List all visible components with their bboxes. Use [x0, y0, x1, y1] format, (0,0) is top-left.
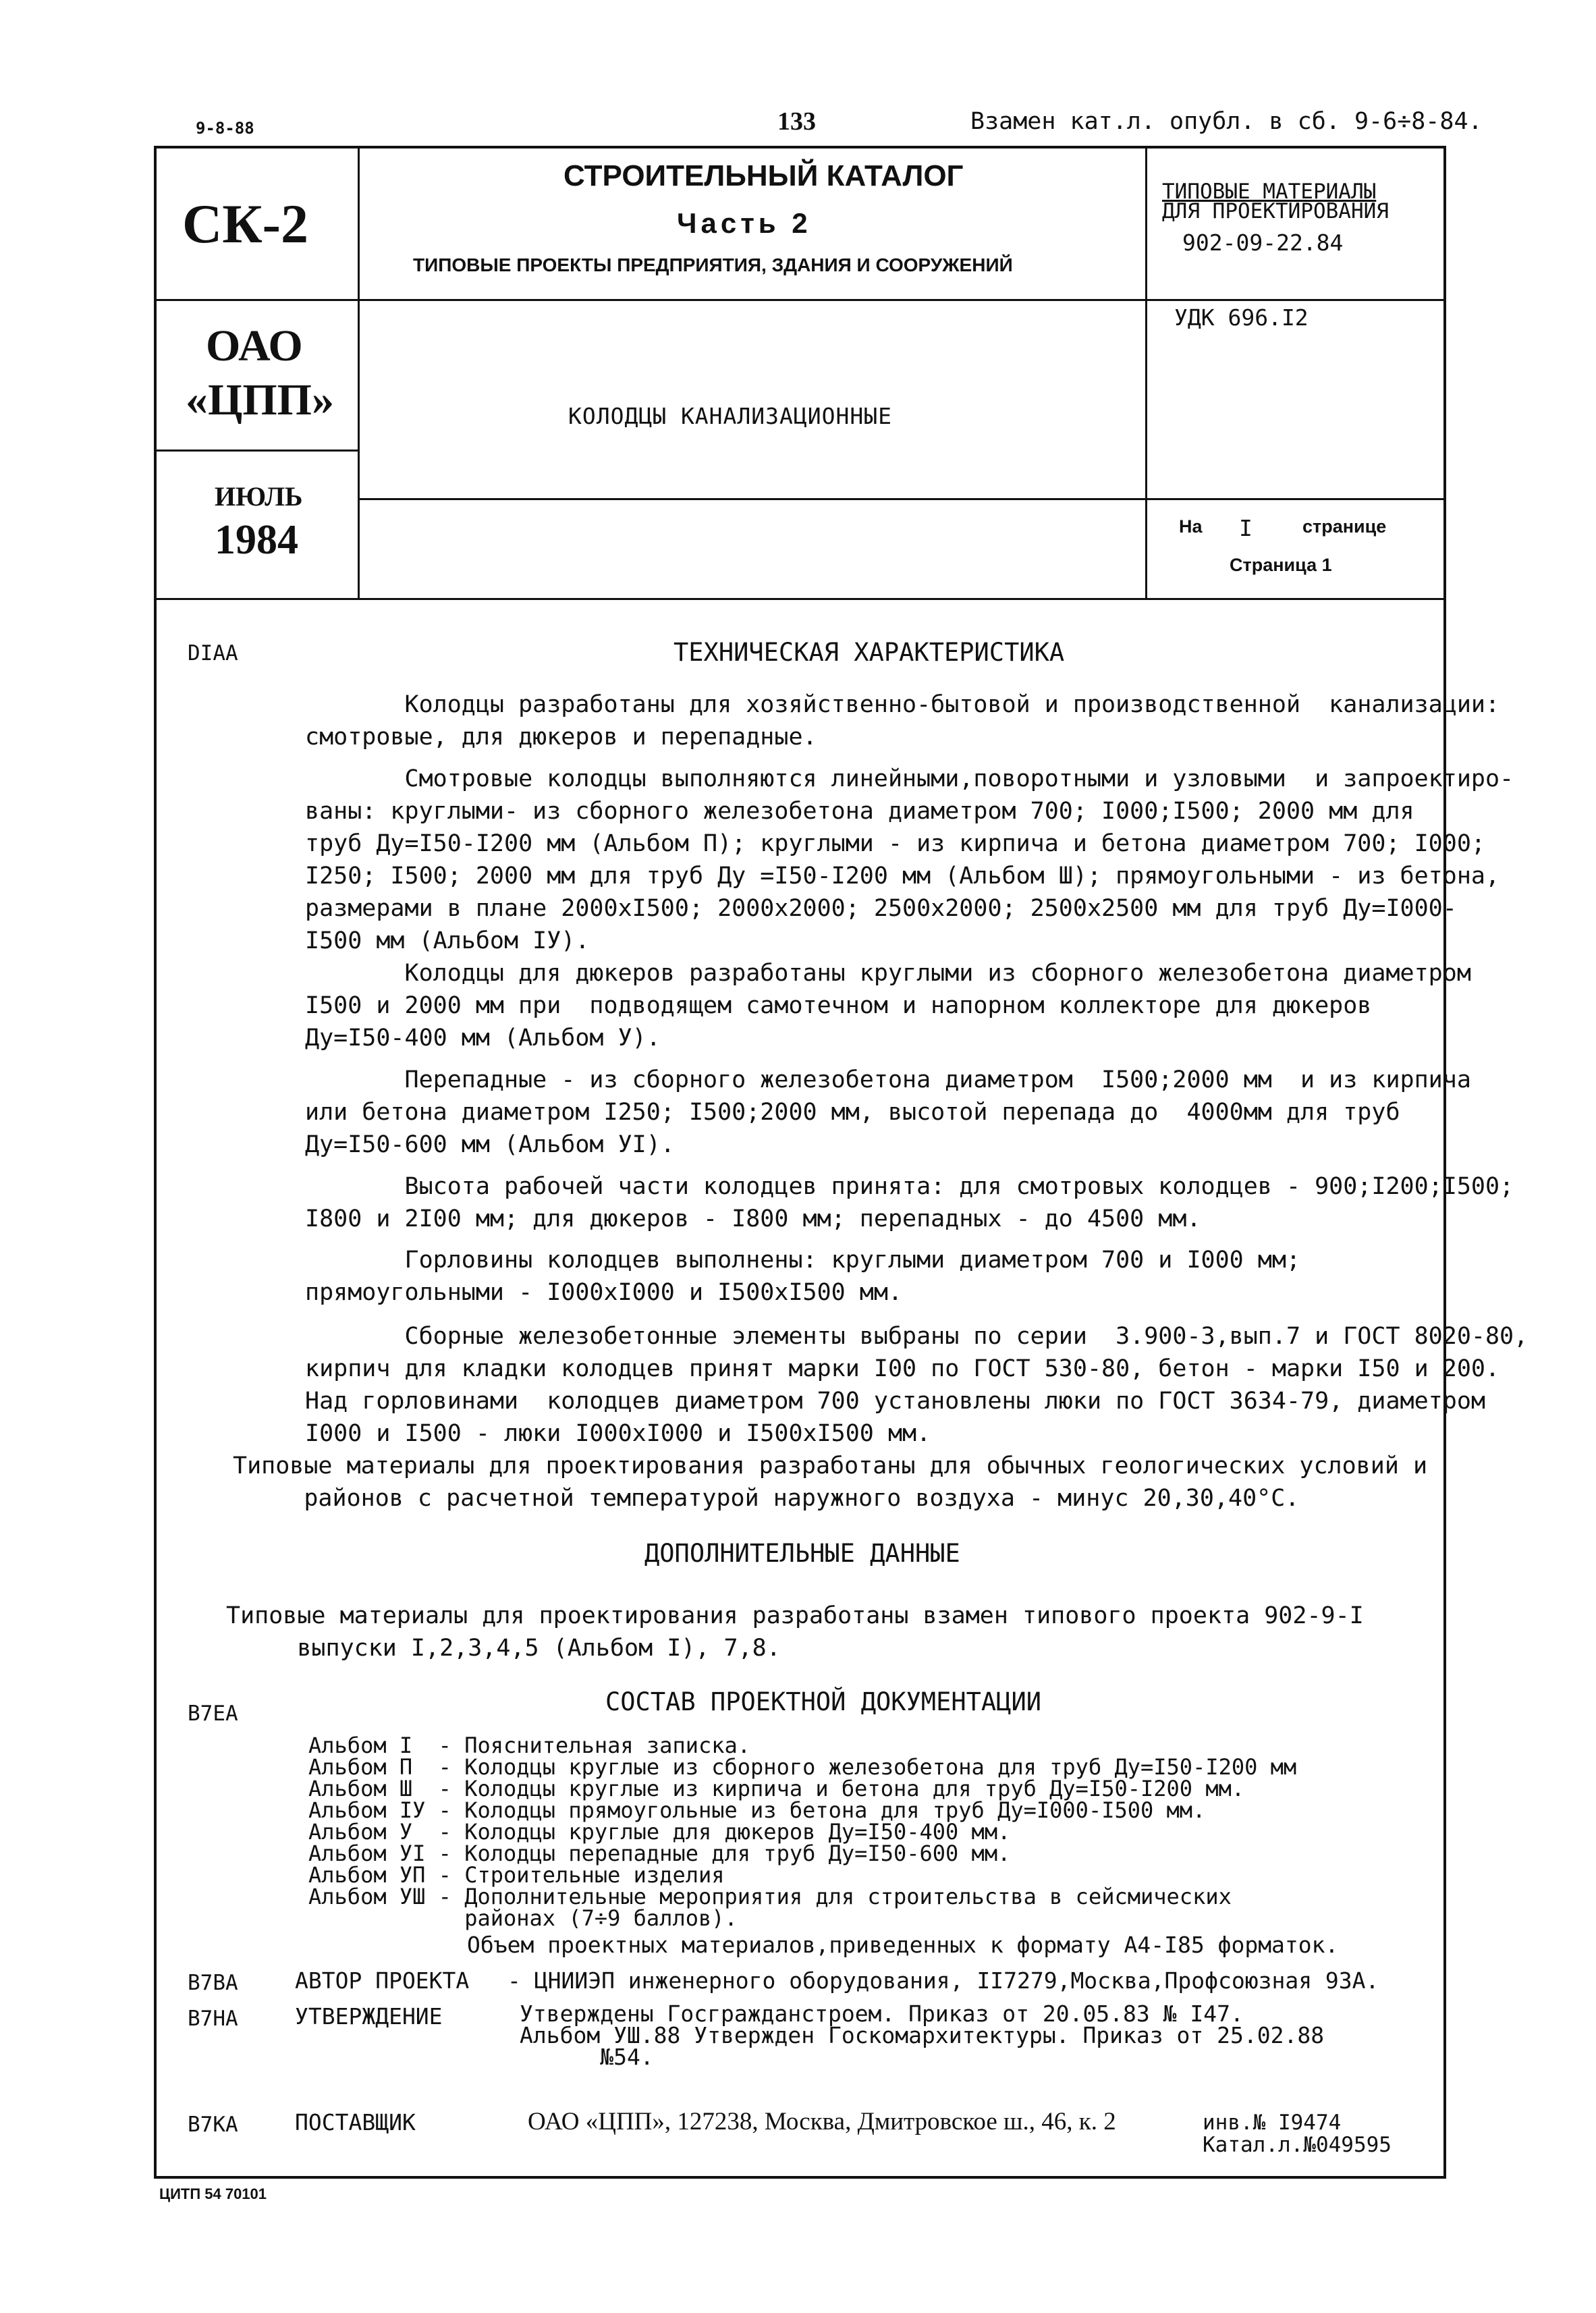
part-subtitle: ТИПОВЫЕ ПРОЕКТЫ ПРЕДПРИЯТИЯ, ЗДАНИЯ И СООРУЖЕНИЙ [413, 254, 1013, 275]
header-row-line-1 [154, 299, 1446, 301]
tech-paragraph-6: Горловины колодцев выполнены: круглыми диаметром 700 и I000 мм; прямоугольными - I000xI000 и I500xI500 мм. [305, 1247, 1301, 1306]
approval-label: УТВЕРЖДЕНИЕ [295, 2003, 443, 2030]
section-code-author: В7ВА [188, 1971, 238, 1995]
pages-suffix: странице [1302, 516, 1387, 537]
additional-text: Типовые материалы для проектирования разработаны взамен типового проекта 902-9-I выпуски I,2,3,4,5 (Альбом I), 7,8. [226, 1602, 1364, 1662]
tech-heading: ТЕХНИЧЕСКАЯ ХАРАКТЕРИСТИКА [673, 638, 1065, 667]
inventory-number: инв.№ I9474 [1203, 2111, 1342, 2135]
supplier-text: ОАО «ЦПП», 127238, Москва, Дмитровское ш., 46, к. 2 [528, 2108, 1116, 2135]
composition-heading: СОСТАВ ПРОЕКТНОЙ ДОКУМЕНТАЦИИ [605, 1687, 1042, 1716]
header-divider-right [1145, 146, 1147, 599]
tech-paragraph-3: Колодцы для дюкеров разработаны круглыми из сборного железобетона диаметром I500 и 2000 мм при подводящем самотечном и напорном коллекторе для дюкеров Ду=I50-400 мм (Альбом У). [305, 960, 1471, 1052]
catalog-code: СК-2 [182, 193, 308, 254]
album-list: Альбом I - Пояснительная записка. Альбом П - Колодцы круглые из сборного железобетона для труб Ду=I50-I200 мм Альбом Ш - Колодцы круглые из кирпича и бетона для труб Ду=I50-I200 мм. Альбом IУ - Колодцы прямоугольные из бетона для труб Ду=I000-I500 мм. Альбом У - Колодцы круглые для дюкеров Ду=I50-400 мм. Альбом УI - Колодцы перепадные для труб Ду=I50-600 мм. Альбом УП - Строительные изделия Альбом УШ - Дополнительные мероприятия для строительства в сейсмических районах (7÷9 баллов). [308, 1733, 1297, 1931]
print-date: 9-8-88 [196, 119, 254, 138]
header-divider-left [358, 146, 360, 599]
section-code-approval: В7НА [188, 2007, 238, 2031]
document-title: КОЛОДЦЫ КАНАЛИЗАЦИОННЫЕ [568, 403, 892, 429]
tech-paragraph-5: Высота рабочей части колодцев принята: для смотровых колодцев - 900;I200;I500; I800 и 2I00 мм; для дюкеров - I800 мм; перепадных - до 4500 мм. [305, 1173, 1514, 1232]
catalog-part: Часть 2 [677, 207, 812, 239]
page-label: Страница 1 [1230, 555, 1332, 575]
catalog-title: СТРОИТЕЛЬНЫЙ КАТАЛОГ [563, 159, 964, 192]
org-name: ОАО [206, 321, 303, 371]
pages-on-label: На [1179, 516, 1203, 537]
issue-year: 1984 [215, 517, 298, 563]
tech-paragraph-7: Сборные железобетонные элементы выбраны по серии 3.900-3,вып.7 и ГОСТ 8020-80, кирпич для кладки колодцев принят марки I00 по ГОСТ 530-80, бетон - марки I50 и 200. Над горловинами колодцев диаметром 700 установлены люки по ГОСТ 3634-79, диаметром I000 и I500 - люки I000xI000 и I500xI500 мм. [305, 1323, 1529, 1447]
org-name-quoted: «ЦПП» [186, 375, 335, 425]
author-label: АВТОР ПРОЕКТА [295, 1967, 470, 1994]
type-materials-label-2: ДЛЯ ПРОЕКТИРОВАНИЯ [1162, 199, 1389, 223]
section-code-supplier: В7КА [188, 2113, 238, 2137]
tech-paragraph-4: Перепадные - из сборного железобетона диаметром I500;2000 мм и из кирпича или бетона диаметром I250; I500;2000 мм, высотой перепада до 4000мм для труб Ду=I50-600 мм (Альбом УI). [305, 1066, 1471, 1158]
header-row-line-2 [154, 450, 359, 452]
section-code-tech: DIAA [188, 641, 238, 665]
issue-month: ИЮЛЬ [215, 481, 303, 512]
volume-note: Объем проектных материалов,приведенных к формату А4-I85 форматок. [467, 1932, 1339, 1958]
approval-text: Утверждены Госгражданстроем. Приказ от 20.05.83 № I47. Альбом УШ.88 Утвержден Госкомархитектуры. Приказ от 25.02.88 №54. [520, 2001, 1325, 2070]
type-materials-label: ТИПОВЫЕ МАТЕРИАЛЫ [1162, 180, 1377, 204]
replaces-note: Взамен кат.л. опубл. в сб. 9-6÷8-84. [970, 108, 1483, 135]
section-code-composition: В7ЕА [188, 1702, 238, 1726]
print-code: ЦИТП 54 70101 [159, 2185, 267, 2202]
tech-paragraph-2: Смотровые колодцы выполняются линейными,поворотными и узловыми и запроектиро- ваны: круглыми- из сборного железобетона диаметром 700; I000;I500; 2000 мм для труб Ду=I50-I200 мм (Альбом П); круглыми - из кирпича и бетона диаметром 700; I000; I250; I500; 2000 мм для труб Ду =I50-I200 мм (Альбом Ш); прямоугольными - из бетона, размерами в плане 2000xI500; 2000x2000; 2500x2000; 2500x2500 мм для труб Ду=I000- I500 мм (Альбом IУ). [305, 765, 1514, 954]
catalog-sheet-number: Катал.л.№049595 [1203, 2133, 1392, 2157]
page-number: 133 [777, 107, 816, 136]
header-row-line-3 [358, 498, 1446, 500]
udk-code: УДК 696.I2 [1174, 304, 1309, 331]
author-text: - ЦНИИЭП инженерного оборудования, II7279,Москва,Профсоюзная 93А. [507, 1967, 1379, 1994]
type-project-number: 902-09-22.84 [1182, 229, 1344, 256]
header-bottom-line [154, 598, 1446, 600]
tech-paragraph-1: Колодцы разработаны для хозяйственно-бытовой и производственной канализации: смотровые, для дюкеров и перепадные. [305, 691, 1500, 751]
tech-paragraph-8: Типовые материалы для проектирования разработаны для обычных геологических условий и районов с расчетной температурой наружного воздуха - минус 20,30,40°С. [233, 1452, 1428, 1512]
additional-heading: ДОПОЛНИТЕЛЬНЫЕ ДАННЫЕ [644, 1539, 960, 1568]
pages-count: I [1239, 515, 1253, 541]
supplier-label: ПОСТАВЩИК [295, 2109, 416, 2135]
